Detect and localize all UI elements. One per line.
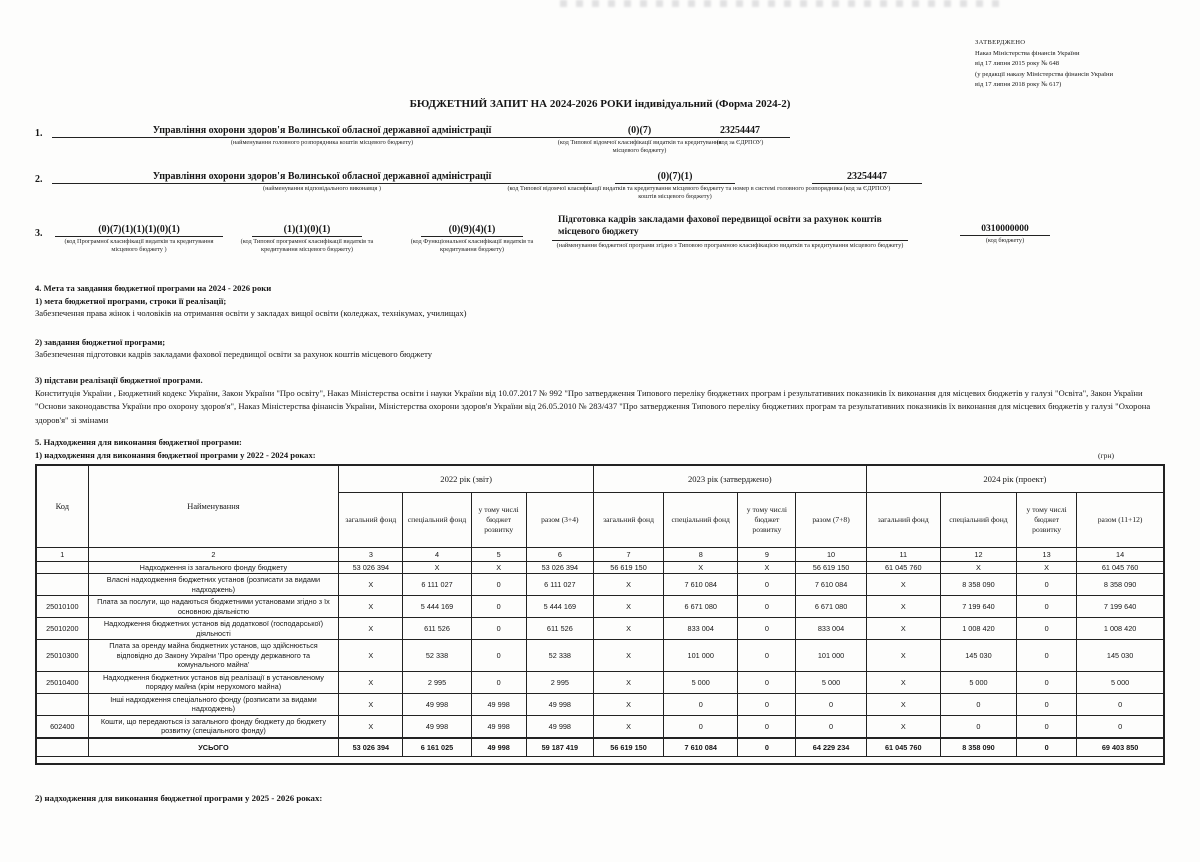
row-value: 101 000: [664, 640, 738, 671]
row-value: X: [866, 574, 940, 596]
section4-goal-text: Забезпечення права жінок і чоловіків на отримання освіти у закладах вищої освіти (коледжах, технікумах, училищах): [35, 308, 467, 318]
row-code: [36, 562, 88, 574]
row-value: 49 998: [526, 693, 593, 715]
col-header-general-fund: загальний фонд: [866, 493, 940, 548]
row-value: X: [339, 618, 403, 640]
row-value: 0: [471, 618, 526, 640]
col-header-total-2022: разом (3+4): [526, 493, 593, 548]
row-code: 602400: [36, 715, 88, 737]
row-value: X: [1017, 562, 1077, 574]
row-value: 7 610 084: [664, 738, 738, 757]
section3-program-name-field: [552, 215, 908, 250]
row-value: 0: [796, 693, 866, 715]
row-name: Надходження із загального фонду бюджету: [88, 562, 339, 574]
section3-budget-code-field: [960, 224, 1050, 245]
row-value: 833 004: [796, 618, 866, 640]
row-value: X: [940, 562, 1016, 574]
row-value: X: [866, 693, 940, 715]
approval-stamp-block: [975, 38, 1200, 91]
section1-main-spender-name: Управління охорони здоров'я Волинської обласної державної адміністрації: [52, 125, 592, 138]
col-number: 9: [738, 548, 796, 562]
row-code: 25010300: [36, 640, 88, 671]
col-number: 3: [339, 548, 403, 562]
section4-tasks-label: 2) завдання бюджетної програми;: [35, 337, 166, 347]
row-value: 611 526: [403, 618, 471, 640]
approval-line: (у редакції наказу Міністерства фінансів України: [975, 70, 1114, 78]
table-row: [36, 574, 1164, 596]
row-value: X: [866, 671, 940, 693]
section3-budget-code-caption: (код бюджету): [985, 237, 1025, 244]
row-value: 5 000: [664, 671, 738, 693]
section2-code-value: (0)(7)(1): [615, 171, 735, 184]
row-name: Надходження бюджетних установ від реалізації в установленому порядку майна (крім нерухомого майна): [88, 671, 339, 693]
row-code: [36, 574, 88, 596]
scan-artifact-top: [560, 0, 1000, 7]
row-value: 0: [940, 715, 1016, 737]
row-value: 0: [664, 715, 738, 737]
section1-edrpou-field: [690, 125, 790, 147]
row-value: 0: [738, 693, 796, 715]
row-name: Власні надходження бюджетних установ (розписати за видами надходжень): [88, 574, 339, 596]
revenue-table-body: [36, 548, 1164, 764]
table-row: [36, 715, 1164, 737]
row-value: 61 045 760: [866, 738, 940, 757]
col-header-total-2024: разом (11+12): [1077, 493, 1164, 548]
row-value: 49 998: [403, 715, 471, 737]
row-name: Кошти, що передаються із загального фонду бюджету до бюджету розвитку (спеціального фонду): [88, 715, 339, 737]
section2-edrpou-value: 23254447: [812, 171, 922, 184]
row-value: X: [866, 618, 940, 640]
row-value: 0: [796, 715, 866, 737]
section4-tasks-text: Забезпечення підготовки кадрів закладами фахової передвищої освіти за рахунок коштів місцевого бюджету: [35, 349, 433, 359]
section3-program-name-value: Підготовка кадрів закладами фахової передвищої освіти за рахунок коштів місцевого бюджету: [552, 215, 908, 241]
row-value: 833 004: [664, 618, 738, 640]
row-value: 0: [1017, 618, 1077, 640]
row-value: 0: [738, 738, 796, 757]
row-value: 1 008 420: [1077, 618, 1164, 640]
row-value: 0: [1017, 596, 1077, 618]
approval-line: від 17 липня 2015 року № 648: [975, 60, 1060, 68]
row-value: 0: [471, 640, 526, 671]
row-value: 0: [1077, 693, 1164, 715]
section2-edrpou-field: [812, 171, 922, 193]
column-number-row: [36, 548, 1164, 562]
section4-basis-text: Конституція України , Бюджетний кодекс України, Закон України "Про освіту", Наказ Міністерства освіти і науки України від 10.07.2017 № 992 "Про затвердження Типового переліку бюджетних програм і результативних показників їх виконання для місцевих бюджетів у галузі "Освіта", Закон України "Основи законодавства України про охорону здоров'я", Наказ Міністерства фінансів України, Міністерства охорони здоров'я України від 26.05.2010 № 283/437 "Про затвердження Типового переліку бюджетних програм та результативних показників їх виконання для місцевих бюджетів у галузі "Охорона здоров'я" зі змінами: [35, 388, 1151, 425]
section3-budget-code-value: 0310000000: [960, 224, 1050, 236]
row-name: Плата за послуги, що надаються бюджетними установами згідно з їх основною діяльністю: [88, 596, 339, 618]
approval-line: Наказ Міністерства фінансів України: [975, 49, 1080, 57]
section2-code-caption: (код Типової відомчої класифікації видатків та кредитування місцевого бюджету та номер в системі головного розпорядника коштів місцевого бюджету): [507, 185, 843, 201]
section3-program-code-field: [55, 224, 223, 254]
row-value: X: [664, 562, 738, 574]
section2-name-caption: (найменування відповідального виконавця ): [262, 185, 382, 192]
section3-typical-code-value: (1)(1)(0)(1): [252, 224, 362, 237]
row-value: 611 526: [526, 618, 593, 640]
col-header-special-fund: спеціальний фонд: [940, 493, 1016, 548]
table-row: [36, 562, 1164, 574]
row-value: 0: [1017, 715, 1077, 737]
table-year-header-row: [36, 465, 1164, 493]
row-name: Надходження бюджетних установ від додаткової (господарської) діяльності: [88, 618, 339, 640]
section4-heading: 4. Мета та завдання бюджетної програми на 2024 - 2026 роки: [35, 283, 272, 293]
row-value: X: [866, 715, 940, 737]
year-group-2023: 2023 рік (затверджено): [593, 465, 866, 493]
col-header-code: Код: [36, 465, 88, 548]
section1-main-spender-field: [52, 125, 592, 147]
row-value: X: [593, 640, 663, 671]
row-code: 25010100: [36, 596, 88, 618]
section1-code-caption: (код Типової відомчої класифікації видатків та кредитування місцевого бюджету): [557, 139, 722, 155]
row-value: 61 045 760: [866, 562, 940, 574]
row-value: 7 199 640: [940, 596, 1016, 618]
col-number: 4: [403, 548, 471, 562]
row-value: 6 111 027: [526, 574, 593, 596]
row-name: УСЬОГО: [88, 738, 339, 757]
row-code: [36, 693, 88, 715]
row-value: X: [471, 562, 526, 574]
col-header-name: Найменування: [88, 465, 339, 548]
row-value: 1 008 420: [940, 618, 1016, 640]
row-value: 5 000: [940, 671, 1016, 693]
row-value: X: [866, 640, 940, 671]
col-number: 6: [526, 548, 593, 562]
section4-basis-label: 3) підстави реалізації бюджетної програми.: [35, 375, 203, 385]
section2-code-field: [505, 171, 845, 201]
row-value: X: [339, 640, 403, 671]
row-value: 61 045 760: [1077, 562, 1164, 574]
row-value: X: [593, 618, 663, 640]
row-value: 64 229 234: [796, 738, 866, 757]
section5-heading: 5. Надходження для виконання бюджетної програми:: [35, 437, 242, 447]
row-value: 0: [1017, 738, 1077, 757]
row-value: 5 444 169: [403, 596, 471, 618]
row-value: 2 995: [526, 671, 593, 693]
row-value: 0: [471, 596, 526, 618]
section3-program-code-caption: (код Програмної класифікації видатків та кредитування місцевого бюджету ): [64, 238, 214, 254]
row-value: 0: [738, 574, 796, 596]
row-value: X: [593, 574, 663, 596]
col-number: 2: [88, 548, 339, 562]
row-value: 49 998: [471, 738, 526, 757]
row-value: 0: [664, 693, 738, 715]
col-number: 5: [471, 548, 526, 562]
row-value: 53 026 394: [526, 562, 593, 574]
row-value: 6 671 080: [664, 596, 738, 618]
row-value: 52 338: [526, 640, 593, 671]
section3-functional-code-field: [406, 224, 538, 254]
row-value: 6 671 080: [796, 596, 866, 618]
section3-typical-code-field: [232, 224, 382, 254]
row-value: 49 998: [403, 693, 471, 715]
row-code: 25010200: [36, 618, 88, 640]
section1-code-value: (0)(7): [582, 125, 697, 138]
row-value: X: [403, 562, 471, 574]
table-row: [36, 738, 1164, 757]
row-value: 7 610 084: [664, 574, 738, 596]
col-header-special-fund: спеціальний фонд: [403, 493, 471, 548]
row-value: X: [866, 596, 940, 618]
section3-program-name-caption: (найменування бюджетної програми згідно з Типовою програмною класифікацією видатків та кредитування місцевого бюджету): [556, 241, 904, 249]
row-value: 8 358 090: [1077, 574, 1164, 596]
col-header-general-fund: загальний фонд: [593, 493, 663, 548]
row-value: 145 030: [940, 640, 1016, 671]
col-number: 1: [36, 548, 88, 562]
row-value: 56 619 150: [593, 738, 663, 757]
section3-number: 3.: [35, 228, 43, 239]
row-value: X: [339, 596, 403, 618]
row-value: 6 161 025: [403, 738, 471, 757]
table-row: [36, 671, 1164, 693]
row-value: 0: [738, 715, 796, 737]
row-value: X: [593, 671, 663, 693]
col-number: 7: [593, 548, 663, 562]
row-value: 0: [1017, 574, 1077, 596]
row-value: 53 026 394: [339, 562, 403, 574]
row-value: 7 610 084: [796, 574, 866, 596]
table-row: [36, 618, 1164, 640]
row-value: 101 000: [796, 640, 866, 671]
section1-number: 1.: [35, 128, 43, 139]
section2-number: 2.: [35, 174, 43, 185]
row-value: 0: [738, 618, 796, 640]
approval-line: ЗАТВЕРДЖЕНО: [975, 39, 1026, 46]
row-value: X: [593, 715, 663, 737]
row-value: 0: [738, 640, 796, 671]
section3-program-code-value: (0)(7)(1)(1)(1)(0)(1): [55, 224, 223, 237]
section3-functional-code-value: (0)(9)(4)(1): [421, 224, 523, 237]
table-bottom-strip-cell: [36, 756, 1164, 764]
row-value: X: [593, 596, 663, 618]
row-value: 69 403 850: [1077, 738, 1164, 757]
section1-name-caption: (найменування головного розпорядника коштів місцевого бюджету): [230, 139, 414, 146]
row-value: 0: [1017, 693, 1077, 715]
row-value: 5 444 169: [526, 596, 593, 618]
table-row: [36, 596, 1164, 618]
row-value: 0: [738, 671, 796, 693]
col-header-total-2023: разом (7+8): [796, 493, 866, 548]
row-value: 0: [1017, 671, 1077, 693]
row-value: 0: [471, 671, 526, 693]
row-value: 0: [1017, 640, 1077, 671]
row-value: X: [339, 693, 403, 715]
row-value: 56 619 150: [593, 562, 663, 574]
row-value: 6 111 027: [403, 574, 471, 596]
footer-note-2025-2026: 2) надходження для виконання бюджетної програми у 2025 - 2026 роках:: [35, 793, 323, 803]
row-name: Інші надходження спеціального фонду (розписати за видами надходжень): [88, 693, 339, 715]
row-value: 56 619 150: [796, 562, 866, 574]
row-value: 7 199 640: [1077, 596, 1164, 618]
section2-executor-name: Управління охорони здоров'я Волинської обласної державної адміністрації: [52, 171, 592, 184]
table-row: [36, 640, 1164, 671]
col-header-general-fund: загальний фонд: [339, 493, 403, 548]
row-value: X: [593, 693, 663, 715]
row-value: 0: [1077, 715, 1164, 737]
approval-line: від 17 липня 2018 року № 617): [975, 81, 1062, 89]
col-number: 12: [940, 548, 1016, 562]
row-value: 0: [738, 596, 796, 618]
row-value: X: [339, 715, 403, 737]
row-value: 49 998: [471, 715, 526, 737]
col-header-dev-budget: у тому числі бюджет розвитку: [738, 493, 796, 548]
row-value: 5 000: [796, 671, 866, 693]
col-number: 14: [1077, 548, 1164, 562]
row-value: 49 998: [471, 693, 526, 715]
col-number: 13: [1017, 548, 1077, 562]
row-code: 25010400: [36, 671, 88, 693]
document-title: БЮДЖЕТНИЙ ЗАПИТ НА 2024-2026 РОКИ індивідуальний (Форма 2024-2): [409, 98, 791, 110]
section1-edrpou-value: 23254447: [690, 125, 790, 138]
table-bottom-strip: [36, 756, 1164, 764]
col-header-dev-budget: у тому числі бюджет розвитку: [471, 493, 526, 548]
col-header-special-fund: спеціальний фонд: [664, 493, 738, 548]
row-value: X: [339, 671, 403, 693]
section3-functional-code-caption: (код Функціональної класифікації видатків та кредитування бюджету): [410, 238, 534, 254]
section1-edrpou-caption: (код за ЄДРПОУ): [716, 139, 764, 146]
row-value: 49 998: [526, 715, 593, 737]
row-name: Плата за оренду майна бюджетних установ, що здійснюється відповідно до Закону України 'Про оренду державного та комунального майна': [88, 640, 339, 671]
section2-edrpou-caption: (код за ЄДРПОУ): [843, 185, 891, 192]
row-value: 53 026 394: [339, 738, 403, 757]
section3-typical-code-caption: (код Типової програмної класифікації видатків та кредитування місцевого бюджету): [240, 238, 374, 254]
section5-subheading: 1) надходження для виконання бюджетної програми у 2022 - 2024 роках:: [35, 450, 316, 460]
row-code: [36, 738, 88, 757]
table-row: [36, 693, 1164, 715]
col-number: 11: [866, 548, 940, 562]
row-value: X: [738, 562, 796, 574]
col-number: 8: [664, 548, 738, 562]
row-value: 145 030: [1077, 640, 1164, 671]
col-header-dev-budget: у тому числі бюджет розвитку: [1017, 493, 1077, 548]
section4-goal-label: 1) мета бюджетної програми, строки її реалізації;: [35, 296, 227, 306]
row-value: 8 358 090: [940, 574, 1016, 596]
row-value: 52 338: [403, 640, 471, 671]
row-value: 59 187 419: [526, 738, 593, 757]
currency-note: (грн): [1098, 451, 1115, 460]
year-group-2024: 2024 рік (проект): [866, 465, 1164, 493]
row-value: 8 358 090: [940, 738, 1016, 757]
row-value: 5 000: [1077, 671, 1164, 693]
year-group-2022: 2022 рік (звіт): [339, 465, 594, 493]
col-number: 10: [796, 548, 866, 562]
row-value: 0: [471, 574, 526, 596]
row-value: X: [339, 574, 403, 596]
row-value: 2 995: [403, 671, 471, 693]
revenues-table: [35, 464, 1165, 765]
row-value: 0: [940, 693, 1016, 715]
